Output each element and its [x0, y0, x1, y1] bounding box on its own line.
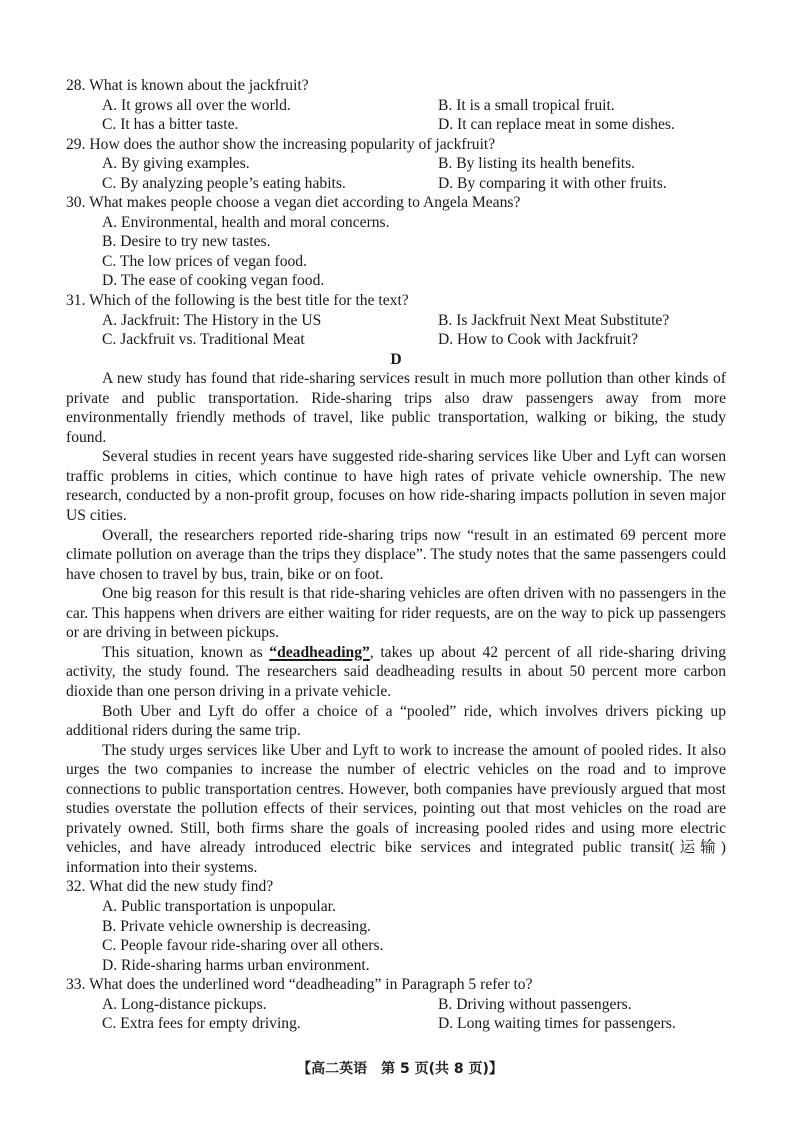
question-text: What does the underlined word “deadheading” in Paragraph 5 refer to?	[89, 976, 533, 994]
option-a: A. Long-distance pickups.	[102, 995, 267, 1013]
passage-paragraph-4: One big reason for this result is that ride-sharing vehicles are often driven with no passengers in the car. This happens when drivers are either waiting for rider requests, are on the way to pick up passengers or are driving in between pickups.	[66, 585, 726, 642]
option-d: D. It can replace meat in some dishes.	[438, 116, 675, 134]
question-text: What is known about the jackfruit?	[89, 77, 309, 94]
page-footer: 【高二英语 第 5 页(共 8 页)】	[297, 1061, 503, 1077]
underlined-word: “deadheading”	[269, 643, 370, 661]
option-c: C. The low prices of vegan food.	[102, 252, 307, 270]
question-number: 32.	[66, 878, 86, 896]
option-a: A. It grows all over the world.	[102, 96, 291, 114]
option-a: A. Environmental, health and moral concerns.	[102, 213, 390, 231]
passage-paragraph-1: A new study has found that ride-sharing services result in much more pollution than other kinds of private and public transportation. Ride-sharing trips also draw passengers away from more environmentally friendly methods of travel, like public transportation, walking or biking, the study found.	[66, 370, 726, 446]
option-d: D. How to Cook with Jackfruit?	[438, 331, 639, 349]
option-b: B. Private vehicle ownership is decreasing.	[102, 917, 371, 935]
passage-paragraph-6: Both Uber and Lyft do offer a choice of a “pooled” ride, which involves drivers picking up additional riders during the same trip.	[66, 702, 726, 740]
question-30	[66, 193, 726, 213]
option-b: B. It is a small tropical fruit.	[438, 96, 615, 114]
option-c: C. Extra fees for empty driving.	[102, 1015, 301, 1033]
options-row	[66, 1014, 726, 1034]
option-a: A. Public transportation is unpopular.	[102, 897, 336, 915]
question-31	[66, 291, 726, 311]
question-number: 29.	[66, 135, 86, 153]
option-b: B. Desire to try new tastes.	[102, 233, 271, 251]
question-text: How does the author show the increasing popularity of jackfruit?	[89, 135, 496, 153]
question-33	[66, 975, 726, 995]
option-d: D. Long waiting times for passengers.	[438, 1015, 676, 1033]
option-d: D. The ease of cooking vegan food.	[102, 272, 325, 290]
paragraph-text: This situation, known as	[102, 643, 270, 661]
question-number: 31.	[66, 292, 86, 310]
option-c: C. People favour ride-sharing over all others.	[102, 937, 384, 955]
option-c: C. Jackfruit vs. Traditional Meat	[102, 331, 305, 349]
question-29	[66, 135, 726, 155]
question-number: 33.	[66, 976, 86, 994]
question-number: 28.	[66, 77, 86, 94]
option-d: D. By comparing it with other fruits.	[438, 174, 667, 192]
passage-paragraph-3: Overall, the researchers reported ride-sharing trips now “result in an estimated 69 percent more climate pollution on average than the trips they displace”. The study notes that the same passengers could have chosen to travel by bus, train, bike or on foot.	[66, 526, 726, 583]
option-a: A. By giving examples.	[102, 155, 250, 173]
option-b: B. Driving without passengers.	[438, 995, 632, 1013]
exam-page	[66, 76, 726, 1034]
question-28	[66, 76, 726, 96]
paragraph-text: , takes up about 42 percent of all ride-sharing driving activity, the study found. The researchers said deadheading results in about 50 percent more carbon dioxide than one person driving in a private vehicle.	[66, 643, 727, 700]
option-b: B. Is Jackfruit Next Meat Substitute?	[438, 311, 670, 329]
option-d: D. Ride-sharing harms urban environment.	[102, 956, 370, 974]
question-text: What did the new study find?	[89, 878, 274, 896]
options-row	[66, 154, 726, 174]
options-row	[66, 995, 726, 1015]
question-text: Which of the following is the best title for the text?	[89, 292, 409, 310]
options-row	[66, 96, 726, 116]
passage-paragraph-5	[66, 643, 726, 702]
section-heading: D	[390, 350, 402, 368]
options-row	[66, 115, 726, 135]
option-b: B. By listing its health benefits.	[438, 155, 636, 173]
options-row	[66, 174, 726, 194]
option-c: C. It has a bitter taste.	[102, 116, 239, 134]
option-c: C. By analyzing people’s eating habits.	[102, 174, 346, 192]
passage-paragraph-7: The study urges services like Uber and Lyft to work to increase the amount of pooled rides. It also urges the two companies to increase the number of electric vehicles on the road and to improve connections to public transportation centres. However, both companies have previously argued that most studies overstate the pollution effects of their services, pointing out that most vehicles on the road are privately owned. Still, both firms share the goals of increasing pooled rides and using more electric vehicles, and have already introduced electric bike services and integrated public transit(运输) information into their systems.	[66, 741, 726, 876]
passage-paragraph-2: Several studies in recent years have suggested ride-sharing services like Uber and Lyft can worsen traffic problems in cities, which continue to have high rates of private vehicle ownership. The new research, conducted by a non-profit group, focuses on how ride-sharing impacts pollution in seven major US cities.	[66, 448, 726, 525]
question-32	[66, 877, 726, 897]
option-a: A. Jackfruit: The History in the US	[102, 311, 322, 329]
options-row	[66, 330, 726, 350]
options-row	[66, 311, 726, 331]
question-number: 30.	[66, 194, 86, 212]
question-text: What makes people choose a vegan diet according to Angela Means?	[89, 194, 521, 212]
